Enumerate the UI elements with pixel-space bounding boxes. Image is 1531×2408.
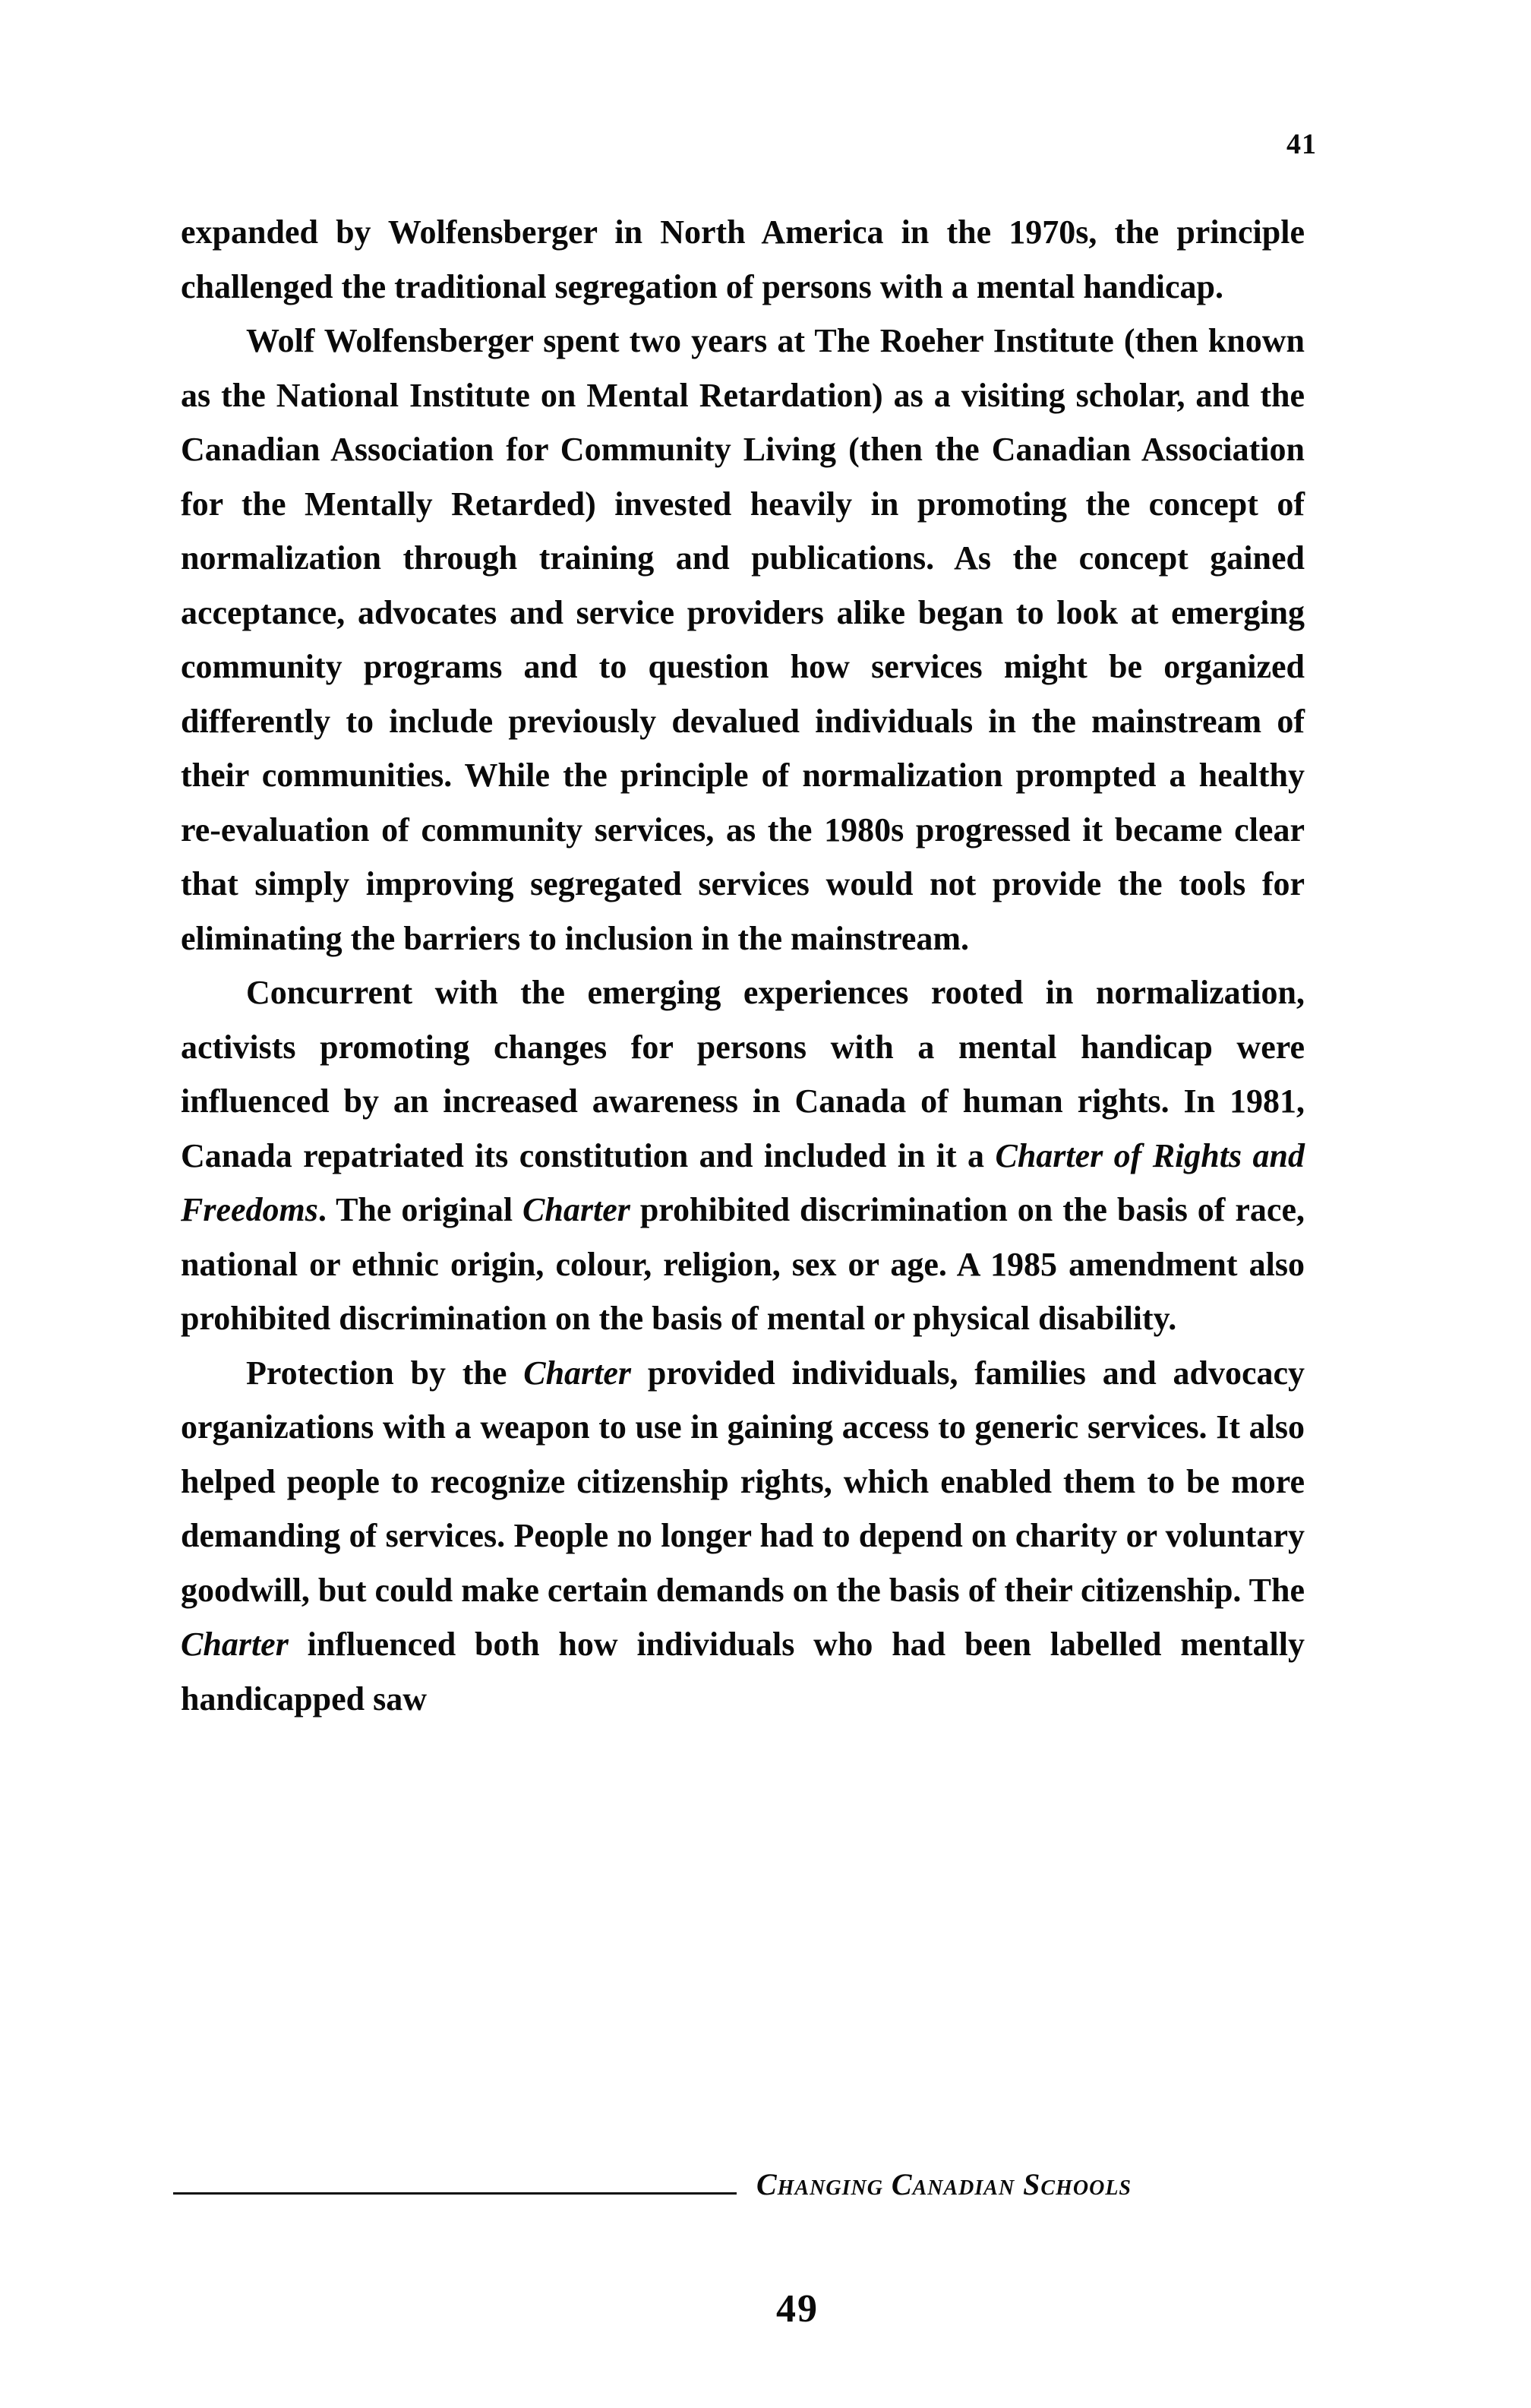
page-mark: 49	[776, 2287, 819, 2331]
text-segment: provided individuals, families and advocacy organizations with a weapon to use in gaining access to generic services. It also helped people to recognize citizenship rights, which enabled them to be more demanding of services. People no longer had to depend on charity or voluntary goodwill, but could make certain demands on the basis of their citizenship. The	[181, 1354, 1305, 1609]
running-footer-title: Changing Canadian Schools	[756, 2167, 1132, 2201]
italic-text-segment: Charter	[522, 1191, 630, 1228]
paragraph	[181, 205, 1305, 314]
text-segment: influenced both how individuals who had been labelled mentally handicapped saw	[181, 1626, 1305, 1718]
paragraph	[181, 1346, 1305, 1727]
page-number: 41	[1286, 128, 1317, 160]
italic-text-segment: Charter of Rights and Freedoms	[181, 1136, 1305, 1228]
paragraph	[181, 965, 1305, 1346]
text-segment: expanded by Wolfensberger in North America in the 1970s, the principle challenged the traditional segregation of persons with a mental handicap.	[181, 213, 1305, 305]
text-segment: prohibited discrimination on the basis of race, national or ethnic origin, colour, religion, sex or age. A 1985 amendment also prohibited discrimination on the basis of mental or physical disability.	[181, 1191, 1305, 1337]
text-segment: . The original	[317, 1191, 523, 1228]
footer-rule	[173, 2192, 737, 2195]
italic-text-segment: Charter	[181, 1626, 289, 1663]
text-segment: Concurrent with the emerging experiences rooted in normalization, activists promoting changes for persons with a mental handicap were influenced by an increased awareness in Canada of human rights. In 1981, Canada repatriated its constitution and included in it a	[181, 974, 1305, 1174]
text-segment: Wolf Wolfensberger spent two years at The Roeher Institute (then known as the National Institute on Mental Retardation) as a visiting scholar, and the Canadian Association for Community Living (then the Canadian Association for the Mentally Retarded) invested heavily in promoting the concept of normalization through training and publications. As the concept gained acceptance, advocates and service providers alike began to look at emerging community programs and to question how services might be organized differently to include previously devalued individuals in the mainstream of their communities. While the principle of normalization prompted a healthy re-evaluation of community services, as the 1980s progressed it became clear that simply improving segregated services would not provide the tools for eliminating the barriers to inclusion in the mainstream.	[181, 322, 1305, 957]
italic-text-segment: Charter	[523, 1354, 632, 1392]
body-text	[181, 205, 1305, 1726]
text-segment: Protection by the	[246, 1354, 524, 1392]
paragraph	[181, 314, 1305, 965]
